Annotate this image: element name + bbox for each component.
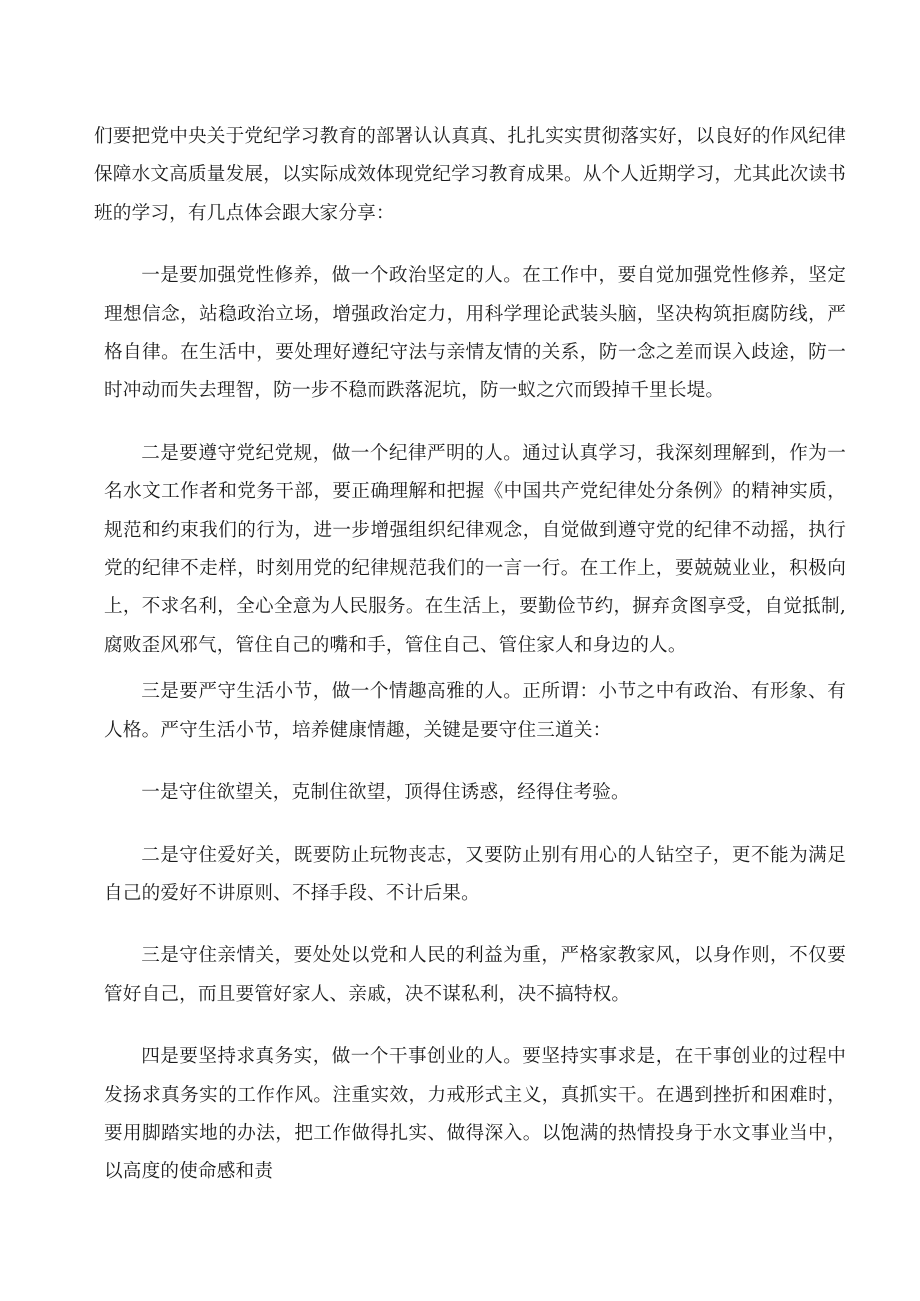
paragraph-hobby-gate: 二是守住爱好关，既要防止玩物丧志，又要防止别有用心的人钻空子，更不能为满足自己的爱好不讲原则、不择手段、不计后果。 [104,844,846,904]
paragraph-gap [104,750,846,774]
paragraph-desire-gate: 一是守住欲望关，克制住欲望，顶得住诱惑，经得住考验。 [141,782,630,804]
paragraph-family-gate: 三是守住亲情关，要处处以党和人民的利益为重，严格家教家风，以身作则，不仅要管好自己，而且要管好家人、亲戚，决不谋私利，决不搞特权。 [104,945,846,1005]
paragraph-discipline: 二是要遵守党纪党规，做一个纪律严明的人。通过认真学习，我深刻理解到，作为一名水文工作者和党务干部，要正确理解和把握《中国共产党纪律处分条例》的精神实质，规范和约束我们的行为，进一步增强组织纪律观念，自觉做到遵守党的纪律不动摇，执行党的纪律不走样，时刻用党的纪律规范我们的一言一行。在工作上，要兢兢业业，积极向上，不求名利，全心全意为人民服务。在生活上，要勤俭节约，摒弃贪图享受，自觉抵制,腐败歪风邪气，管住自己的嘴和手，管住自己、管住家人和身边的人。 [104,442,846,656]
paragraph-life-details: 三是要严守生活小节，做一个情趣高雅的人。正所谓：小节之中有政治、有形象、有人格。严守生活小节，培养健康情趣，关键是要守住三道关： [104,681,846,741]
paragraph-intro: 们要把党中央关于党纪学习教育的部署认认真真、扎扎实实贯彻落实好，以良好的作风纪律保障水文高质量发展，以实际成效体现党纪学习教育成果。从个人近期学习，尤其此次读书班的学习，有几点体会跟大家分享： [94,126,846,224]
paragraph-gap [104,1014,846,1038]
paragraph-gap [104,411,846,435]
paragraph-gap [104,233,846,257]
paragraph-gap [104,813,846,837]
paragraph-party-spirit: 一是要加强党性修养，做一个政治坚定的人。在工作中，要自觉加强党性修养，坚定理想信念，站稳政治立场，增强政治定力，用科学理论武装头脑，坚决构筑拒腐防线，严格自律。在生活中，要处理好遵纪守法与亲情友情的关系，防一念之差而误入歧途，防一时冲动而失去理智，防一步不稳而跌落泥坑，防一蚁之穴而毁掉千里长堤。 [104,265,846,402]
paragraph-gap [104,913,846,937]
paragraph-practical-work: 四是要坚持求真务实，做一个干事创业的人。要坚持实事求是，在干事创业的过程中发扬求真务实的工作作风。注重实效，力戒形式主义，真抓实干。在遇到挫折和困难时，要用脚踏实地的办法，把工作做得扎实、做得深入。以饱满的热情投身于水文事业当中，以高度的使命感和责 [104,1046,846,1183]
paragraph-gap [104,665,846,673]
